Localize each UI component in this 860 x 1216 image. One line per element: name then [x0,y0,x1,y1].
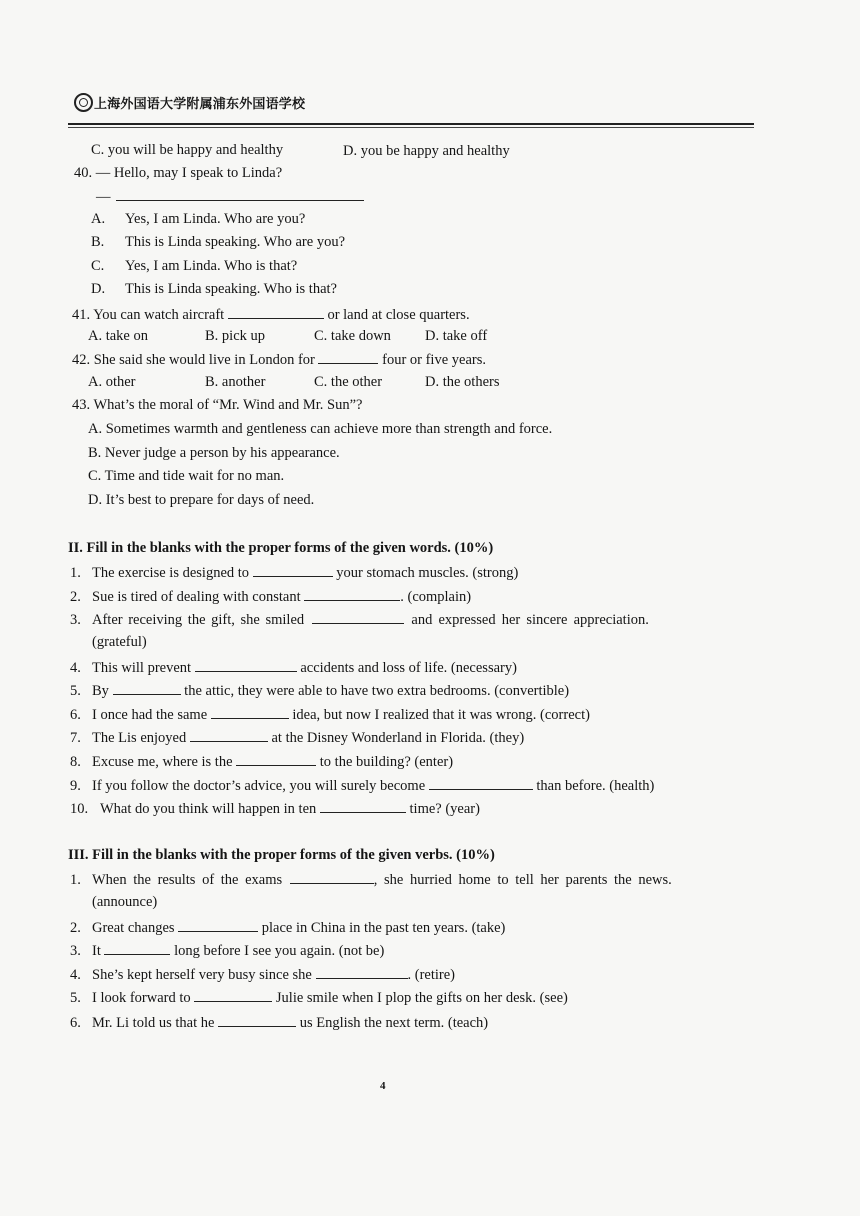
s2-item-5-blank[interactable] [113,680,181,695]
option-letter: D. [91,281,106,297]
item-text-after: . (retire) [407,967,455,983]
s2-item-6-blank[interactable] [211,704,289,719]
s2-item-7-blank[interactable] [190,727,268,742]
item-text-after: accidents and loss of life. (necessary) [300,660,517,676]
school-logo-icon [74,93,93,112]
s2-item-4 [70,657,517,677]
item-text-before: I once had the same [92,707,208,723]
item-number: 1. [70,565,81,581]
s2-item-8 [70,751,453,771]
s3-item-5 [70,987,568,1007]
item-number: 4. [70,967,81,983]
page-number: 4 [380,1080,386,1092]
page-header [74,91,305,113]
q43-stem: 43. What’s the moral of “Mr. Wind and Mr. Sun”? [72,397,363,413]
q43-option-b: B. Never judge a person by his appearance. [88,445,340,461]
q39-option-c: C. you will be happy and healthy [91,142,284,158]
option-letter: A. [91,211,106,227]
item-text-after: place in China in the past ten years. (take) [261,920,506,936]
q42-option-b: B. another [205,374,266,390]
q42-option-a: A. other [88,374,136,390]
s2-item-2-blank[interactable] [304,586,400,601]
s2-item-7 [70,727,524,747]
q42-stem-after: four or five years. [382,352,486,368]
item-text-before: Excuse me, where is the [92,754,233,770]
section-2-title: II. Fill in the blanks with the proper forms of the given words. (10%) [68,540,494,556]
q42-option-d: D. the others [425,374,500,390]
item-text-before: When the results of the exams [92,872,283,888]
s3-item-4 [70,964,455,984]
q39-option-d: D. you be happy and healthy [343,143,510,159]
item-text-after: idea, but now I realized that it was wrong. (correct) [292,707,590,723]
q40-dash: — [96,189,111,205]
item-text-before: It [92,943,101,959]
q40-stem: 40. — Hello, may I speak to Linda? [74,165,283,181]
s2-item-8-blank[interactable] [236,751,316,766]
q40-option-a [91,210,305,228]
s3-item-5-blank[interactable] [194,987,272,1002]
s2-item-1-blank[interactable] [253,562,333,577]
item-text-after: . (complain) [400,589,472,605]
q41-option-d: D. take off [425,328,488,344]
item-number: 4. [70,660,81,676]
q41-stem-before: 41. You can watch aircraft [72,307,225,323]
option-letter: C. [91,258,105,274]
item-number: 3. [70,943,81,959]
s3-item-6 [70,1012,488,1032]
s2-item-10-blank[interactable] [320,798,406,813]
s2-item-9 [70,775,654,795]
s3-item-4-blank[interactable] [316,964,408,979]
item-text-before: This will prevent [92,660,192,676]
q42-option-c: C. the other [314,374,383,390]
s2-item-3 [70,609,649,629]
s2-item-9-blank[interactable] [429,775,533,790]
option-text: Yes, I am Linda. Who is that? [125,258,298,274]
q43-option-a: A. Sometimes warmth and gentleness can achieve more than strength and force. [88,421,553,437]
option-text: Yes, I am Linda. Who are you? [125,211,306,227]
item-number: 10. [70,801,89,817]
s2-item-5 [70,680,569,700]
item-number: 2. [70,920,81,936]
item-number: 6. [70,1015,81,1031]
item-text-before: The exercise is designed to [92,565,250,581]
s3-item-3 [70,940,384,960]
item-number: 5. [70,990,81,1006]
item-text-after: to the building? (enter) [319,754,454,770]
q43-option-c: C. Time and tide wait for no man. [88,468,285,484]
item-text-after: the attic, they were able to have two extra bedrooms. (convertible) [184,683,570,699]
item-text-before: She’s kept herself very busy since she [92,967,312,983]
item-text-after: us English the next term. (teach) [299,1015,489,1031]
item-text-before: I look forward to [92,990,191,1006]
item-text-after: than before. (health) [536,778,655,794]
option-text: This is Linda speaking. Who are you? [125,234,345,250]
q42-stem [72,349,486,369]
item-number: 2. [70,589,81,605]
s2-item-1 [70,562,518,582]
item-number: 1. [70,872,81,888]
item-number: 5. [70,683,81,699]
item-text-before: What do you think will happen in ten [100,801,317,817]
q41-option-a: A. take on [88,328,148,344]
item-text-before: By [92,683,109,699]
s3-item-1 [70,869,672,889]
q41-stem [72,304,470,324]
item-text-after: your stomach muscles. (strong) [336,565,519,581]
q40-option-c [91,257,297,275]
option-letter: B. [91,234,105,250]
q40-option-b [91,233,345,251]
s2-item-4-blank[interactable] [195,657,297,672]
s3-item-2-blank[interactable] [178,917,258,932]
q40-answer-line [96,186,364,206]
s2-item-3-blank[interactable] [312,609,404,624]
item-number: 3. [70,612,81,628]
s2-item-10 [70,798,480,818]
item-number: 9. [70,778,81,794]
q40-blank[interactable] [116,186,364,201]
s2-item-3-cont: (grateful) [92,634,147,650]
item-text-before: The Lis enjoyed [92,730,187,746]
s3-item-2 [70,917,505,937]
q41-blank[interactable] [228,304,324,319]
s3-item-3-blank[interactable] [104,940,170,955]
header-rule-thin [68,127,754,128]
item-text-before: Sue is tired of dealing with constant [92,589,301,605]
q42-blank[interactable] [318,349,378,364]
header-rule [68,123,754,125]
item-number: 6. [70,707,81,723]
item-text-after: Julie smile when I plop the gifts on her desk. (see) [275,990,568,1006]
section-3-title: III. Fill in the blanks with the proper forms of the given verbs. (10%) [68,847,495,863]
item-text-after: time? (year) [409,801,480,817]
q40-option-d [91,280,337,298]
item-text-after: , she hurried home to tell her parents the news. [373,872,672,888]
item-text-after: and expressed her sincere appreciation. [411,612,649,628]
s3-item-1-blank[interactable] [290,869,374,884]
item-number: 8. [70,754,81,770]
option-text: This is Linda speaking. Who is that? [125,281,337,297]
item-text-before: If you follow the doctor’s advice, you will surely become [92,778,426,794]
item-text-before: After receiving the gift, she smiled [92,612,305,628]
item-text-after: long before I see you again. (not be) [174,943,385,959]
school-name: 上海外国语大学附属浦东外国语学校 [94,96,306,112]
q43-option-d: D. It’s best to prepare for days of need. [88,492,315,508]
item-text-after: at the Disney Wonderland in Florida. (they) [271,730,525,746]
item-number: 7. [70,730,81,746]
s2-item-2 [70,586,471,606]
s2-item-6 [70,704,590,724]
q41-option-b: B. pick up [205,328,266,344]
s3-item-1-cont: (announce) [92,894,158,910]
q41-stem-after: or land at close quarters. [327,307,470,323]
q41-option-c: C. take down [314,328,391,344]
item-text-before: Great changes [92,920,175,936]
q42-stem-before: 42. She said she would live in London for [72,352,315,368]
item-text-before: Mr. Li told us that he [92,1015,215,1031]
s3-item-6-blank[interactable] [218,1012,296,1027]
